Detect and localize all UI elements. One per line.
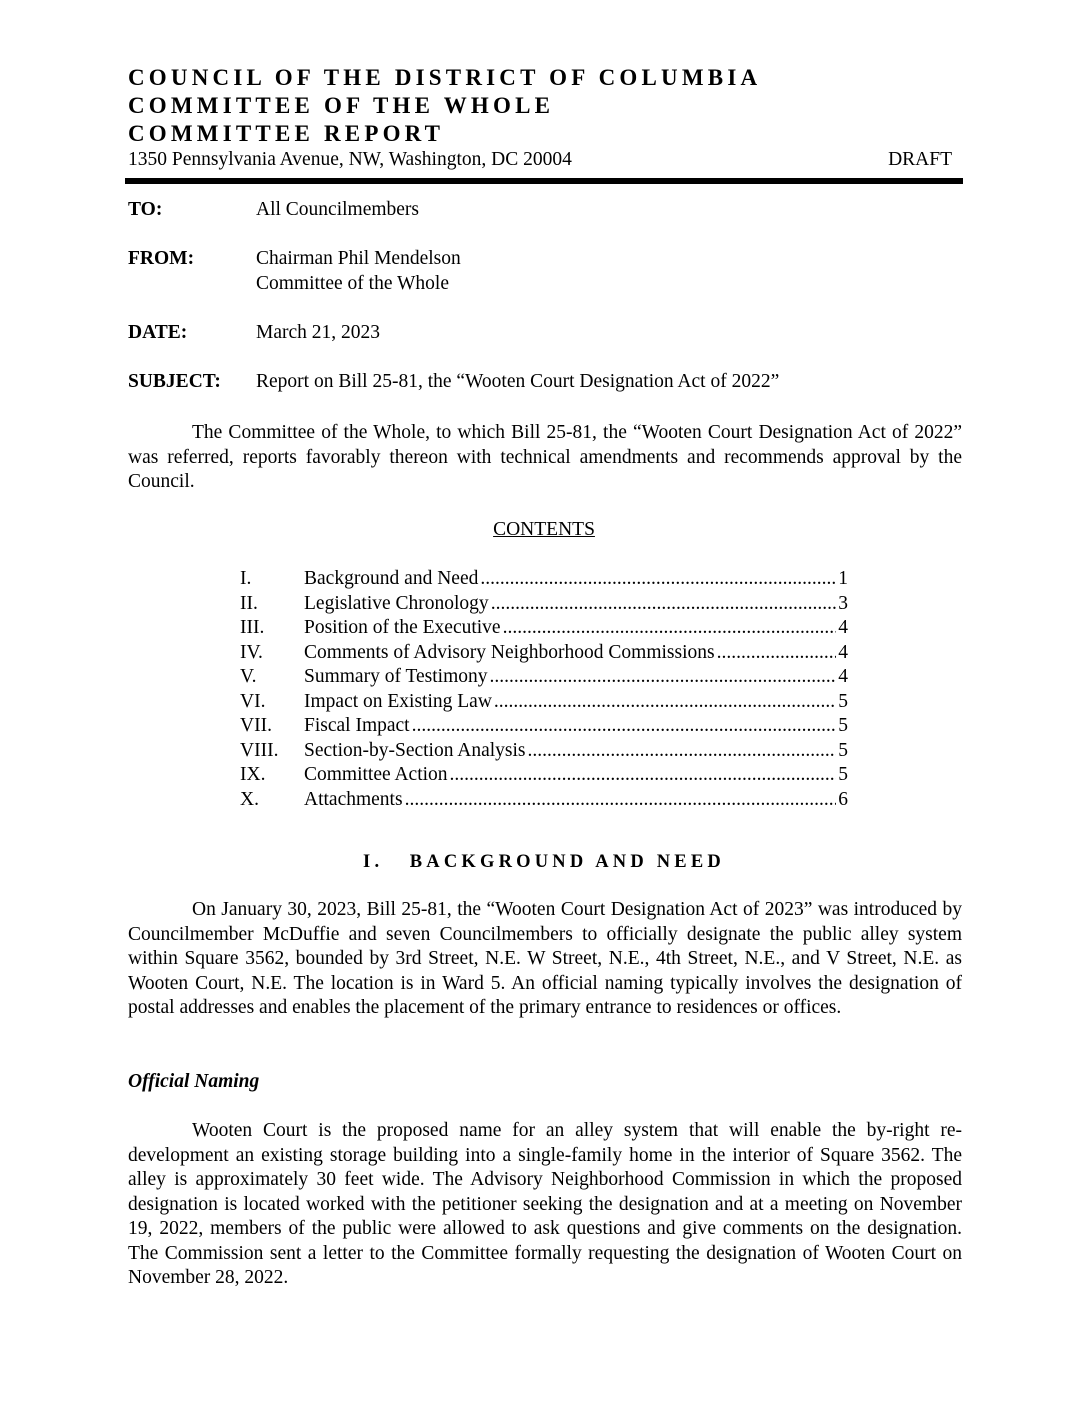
toc-title: Attachments	[304, 788, 403, 810]
date-label: DATE:	[128, 322, 188, 343]
section-heading: I. BACKGROUND AND NEED	[363, 852, 725, 872]
toc-item[interactable]	[240, 690, 848, 714]
toc-title: Legislative Chronology	[304, 592, 489, 614]
to-value: All Councilmembers	[256, 199, 420, 220]
toc-number: IV.	[240, 641, 263, 663]
toc-item[interactable]	[240, 567, 848, 591]
toc-title: Summary of Testimony	[304, 666, 488, 687]
toc-title: Impact on Existing Law	[304, 690, 492, 712]
committee-title: COMMITTEE OF THE WHOLE	[128, 93, 555, 118]
toc-leader	[503, 616, 837, 640]
contents-title: CONTENTS	[493, 519, 595, 540]
toc-page: 4	[838, 641, 848, 663]
toc-number: VIII.	[240, 739, 279, 761]
draft-label: DRAFT	[888, 149, 952, 170]
toc-page: 3	[838, 592, 848, 614]
toc-item[interactable]	[240, 641, 848, 665]
toc-page: 4	[838, 617, 848, 638]
toc-leader	[412, 714, 837, 738]
toc-leader	[494, 690, 836, 714]
toc-leader	[405, 788, 837, 812]
toc-title: Position of the Executive	[304, 617, 501, 638]
background-paragraph: On January 30, 2023, Bill 25-81, the “Wooten Court Designation Act of 2023” was introduced by Councilmember McDuffie and seven Councilmembers to officially designate the public alley system within Square 3562, bounded by 3rd Street, N.E. W Street, N.E., 4th Street, N.E., and V Street, N.E. as Wooten Court, N.E. The location is in Ward 5. An official naming typically involves the designation of postal addresses and enables the placement of the primary entrance to residences or offices.	[128, 899, 962, 1018]
toc-page: 1	[838, 568, 848, 589]
date-value: March 21, 2023	[256, 322, 381, 343]
intro-paragraph: The Committee of the Whole, to which Bill 25-81, the “Wooten Court Designation Act of 2022” was referred, reports favorably thereon with technical amendments and recommends approval by the Council.	[128, 422, 962, 492]
toc-title: Section-by-Section Analysis	[304, 739, 526, 761]
toc-item[interactable]	[240, 616, 848, 640]
toc-number: VI.	[240, 690, 266, 712]
toc-item[interactable]	[240, 739, 848, 763]
to-label: TO:	[128, 199, 163, 220]
report-title: COMMITTEE REPORT	[128, 121, 445, 146]
toc-item[interactable]	[240, 714, 848, 738]
official-naming-heading: Official Naming	[128, 1071, 260, 1092]
official-naming-paragraph: Wooten Court is the proposed name for an alley system that will enable the by-right re-development an existing storage building into a single-family home in the interior of Square 3562. The alley is approximately 30 feet wide. The Advisory Neighborhood Commission in which the proposed designation is located worked with the petitioner seeking the designation and at a meeting on November 19, 2022, members of the public were allowed to ask questions and give comments on the designation. The Commission sent a letter to the Committee formally requesting the designation of Wooten Court on November 28, 2022.	[128, 1120, 962, 1288]
toc-number: VII.	[240, 715, 272, 736]
toc-title: Comments of Advisory Neighborhood Commissions	[304, 641, 715, 663]
council-title: COUNCIL OF THE DISTRICT OF COLUMBIA	[128, 65, 762, 90]
from-label: FROM:	[128, 248, 195, 269]
from-value-committee: Committee of the Whole	[256, 273, 449, 294]
toc-page: 5	[838, 690, 848, 712]
toc-number: X.	[240, 788, 259, 810]
subject-value: Report on Bill 25-81, the “Wooten Court Designation Act of 2022”	[256, 371, 780, 392]
toc-leader	[490, 665, 837, 689]
address: 1350 Pennsylvania Avenue, NW, Washington, DC 20004	[128, 149, 572, 170]
toc-page: 5	[838, 764, 848, 785]
toc-number: I.	[240, 568, 252, 589]
toc-leader	[480, 567, 836, 591]
toc-page: 4	[838, 666, 848, 687]
header-rule	[125, 178, 963, 184]
toc-item[interactable]	[240, 763, 848, 787]
toc-page: 5	[838, 739, 848, 761]
toc-page: 6	[838, 788, 848, 810]
toc-item[interactable]	[240, 592, 848, 616]
toc-leader	[717, 641, 837, 665]
toc-title: Fiscal Impact	[304, 715, 410, 736]
toc-title: Committee Action	[304, 764, 448, 785]
subject-label: SUBJECT:	[128, 371, 221, 392]
toc-number: V.	[240, 666, 257, 687]
toc-number: IX.	[240, 764, 266, 785]
toc-title: Background and Need	[304, 568, 479, 589]
from-value-name: Chairman Phil Mendelson	[256, 248, 461, 269]
toc-item[interactable]	[240, 788, 848, 812]
toc-number: II.	[240, 592, 258, 614]
toc-page: 5	[838, 715, 848, 736]
toc-number: III.	[240, 617, 265, 638]
toc-item[interactable]	[240, 665, 848, 689]
toc-leader	[528, 739, 837, 763]
toc-leader	[491, 592, 837, 616]
toc-leader	[450, 763, 837, 787]
